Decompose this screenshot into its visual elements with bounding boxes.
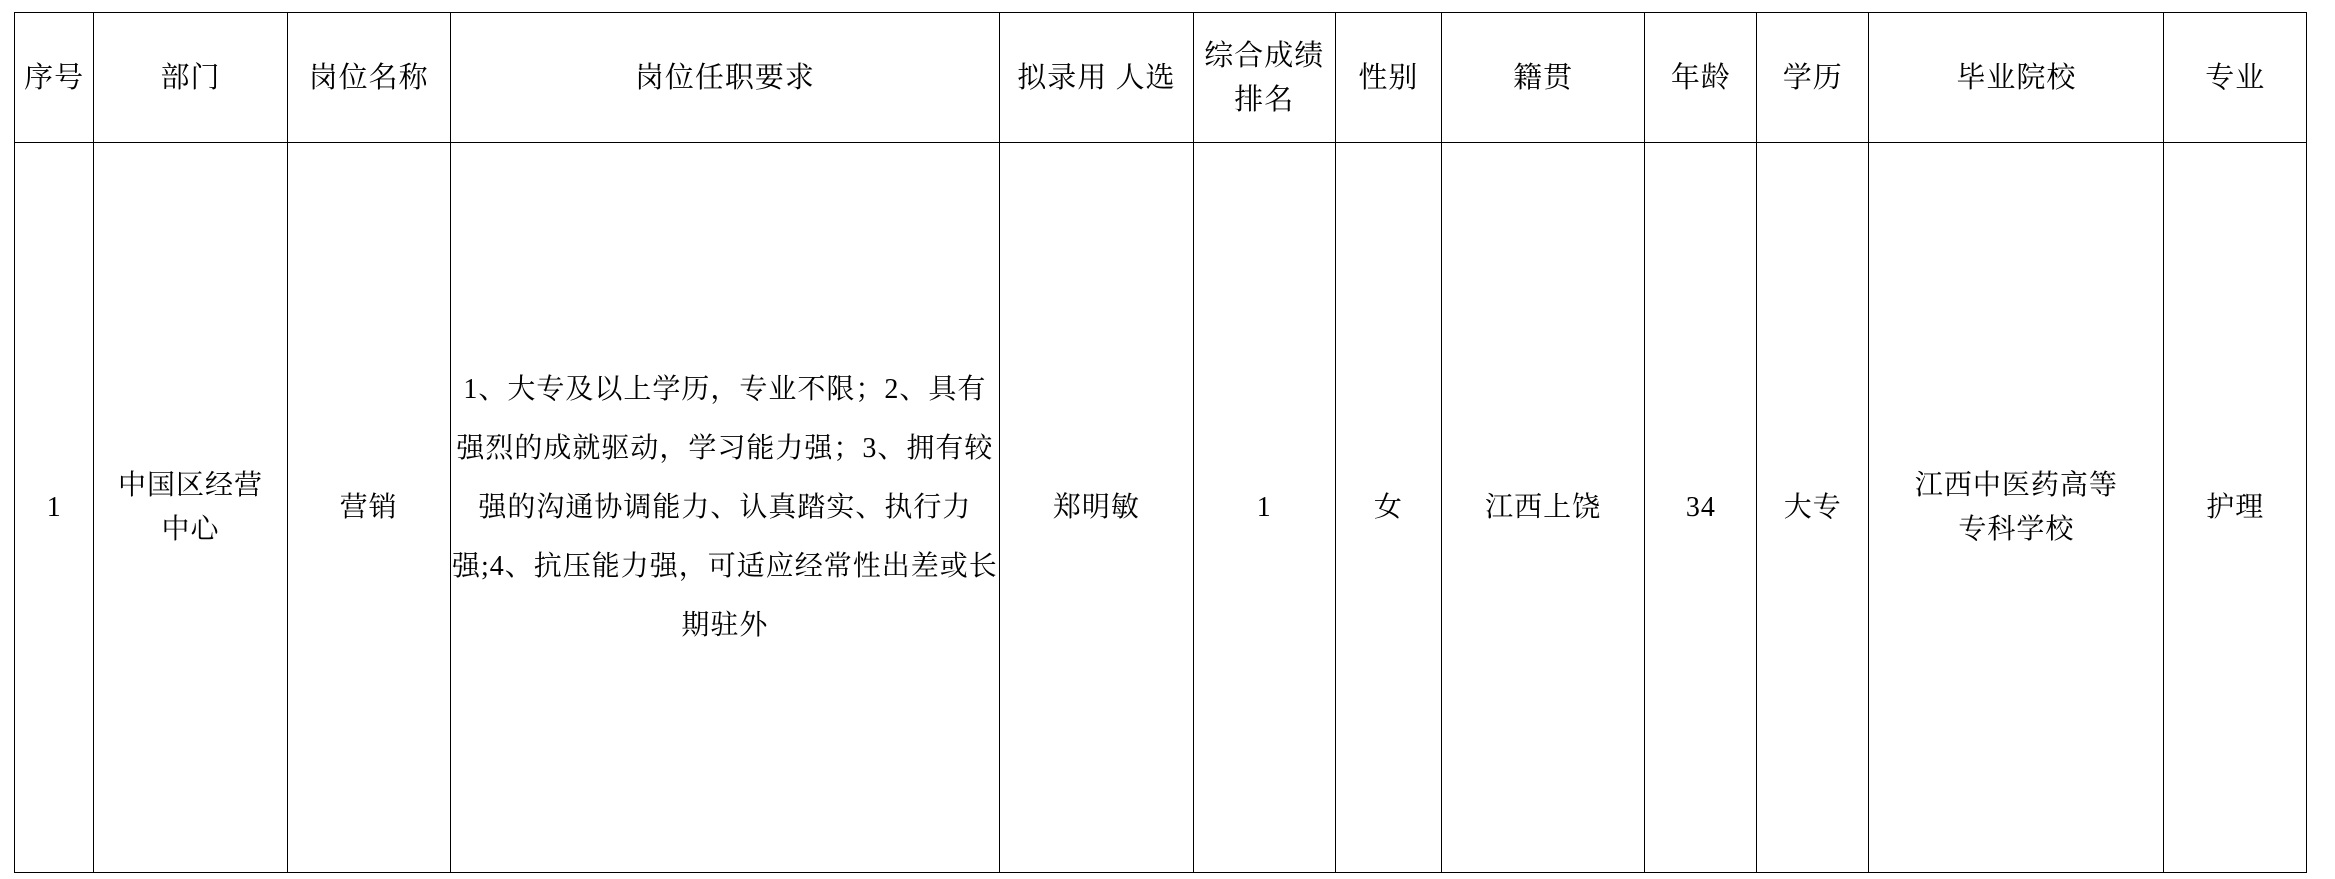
table-header-row bbox=[15, 13, 2307, 143]
column-header-native: 籍贯 bbox=[1441, 13, 1645, 143]
cell-dept-line2: 中心 bbox=[161, 513, 220, 545]
column-header-major: 专业 bbox=[2164, 13, 2307, 143]
cell-dept bbox=[94, 143, 287, 873]
column-header-post: 岗位名称 bbox=[287, 13, 450, 143]
column-header-gender: 性别 bbox=[1335, 13, 1441, 143]
column-header-seq: 序号 bbox=[15, 13, 94, 143]
cell-education: 大专 bbox=[1757, 143, 1869, 873]
recruitment-table bbox=[14, 12, 2307, 873]
cell-age: 34 bbox=[1645, 143, 1757, 873]
cell-school-line2: 专科学校 bbox=[1958, 513, 2075, 545]
column-header-cand: 拟录用 人选 bbox=[1000, 13, 1193, 143]
table-body bbox=[15, 143, 2307, 873]
column-header-edu: 学历 bbox=[1757, 13, 1869, 143]
cell-native-place: 江西上饶 bbox=[1441, 143, 1645, 873]
cell-seq: 1 bbox=[15, 143, 94, 873]
cell-dept-line1: 中国区经营 bbox=[118, 469, 264, 501]
requirements-text: 1、大专及以上学历，专业不限；2、具有强烈的成就驱动，学习能力强；3、拥有较强的沟通协调能力、认真踏实、执行力强;4、抗压能力强，可适应经常性出差或长期驻外 bbox=[451, 374, 998, 641]
table-row bbox=[15, 143, 2307, 873]
cell-major: 护理 bbox=[2164, 143, 2307, 873]
column-header-dept: 部门 bbox=[94, 13, 287, 143]
cell-gender: 女 bbox=[1335, 143, 1441, 873]
column-header-rank: 综合成绩排名 bbox=[1193, 13, 1335, 143]
cell-post: 营销 bbox=[287, 143, 450, 873]
cell-rank: 1 bbox=[1193, 143, 1335, 873]
cell-candidate: 郑明敏 bbox=[1000, 143, 1193, 873]
cell-school-line1: 江西中医药高等 bbox=[1914, 469, 2118, 501]
column-header-req: 岗位任职要求 bbox=[450, 13, 1000, 143]
cell-school bbox=[1869, 143, 2164, 873]
column-header-school: 毕业院校 bbox=[1869, 13, 2164, 143]
column-header-age: 年龄 bbox=[1645, 13, 1757, 143]
table-header bbox=[15, 13, 2307, 143]
cell-requirements bbox=[450, 143, 1000, 873]
